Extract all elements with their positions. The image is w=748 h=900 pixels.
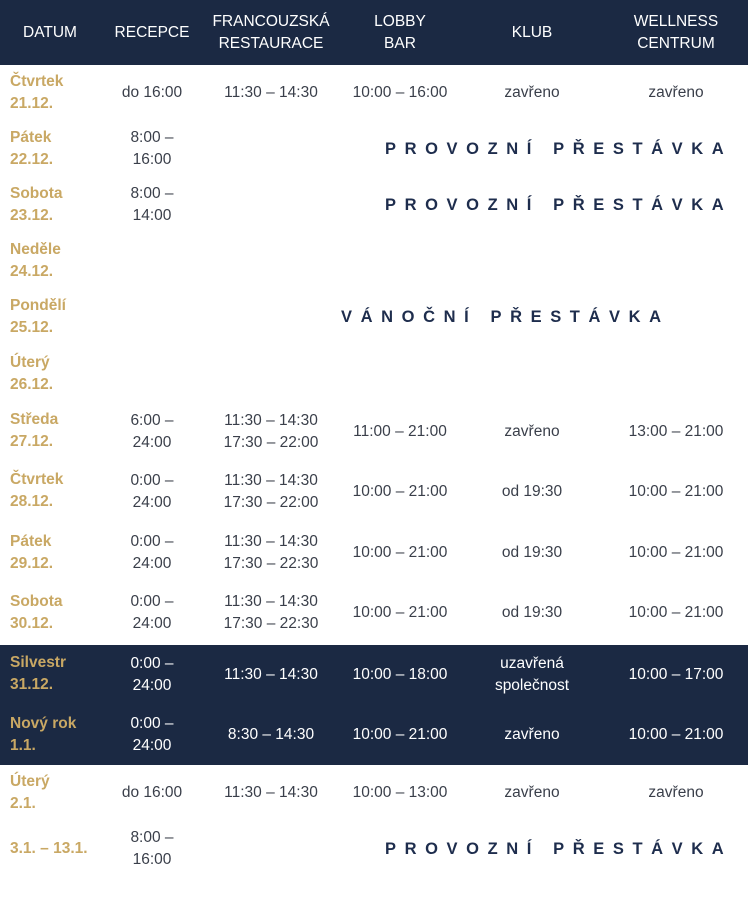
row-klub: zavřeno <box>504 784 560 801</box>
row-recepce: 0:00 – 24:00 <box>130 533 174 572</box>
row-date: Sobota 23.12. <box>10 185 63 224</box>
row-date: Sobota 30.12. <box>10 593 63 632</box>
row-klub: zavřeno <box>504 84 560 101</box>
row-lobby-bar: 10:00 – 21:00 <box>352 483 448 500</box>
row-date: Pondělí 25.12. <box>10 297 66 336</box>
closure-banner: PROVOZNÍ PŘESTÁVKA <box>385 196 733 214</box>
row-wellness: 10:00 – 21:00 <box>628 726 724 743</box>
row-date: Středa 27.12. <box>10 411 59 450</box>
closure-banner: PROVOZNÍ PŘESTÁVKA <box>385 840 733 858</box>
header-recepce: RECEPCE <box>114 23 190 41</box>
row-recepce: 0:00 – 24:00 <box>130 593 174 632</box>
row-wellness: zavřeno <box>648 84 704 101</box>
row-date: Pátek 29.12. <box>10 533 54 572</box>
table-header <box>0 0 748 65</box>
row-restaurace: 11:30 – 14:30 17:30 – 22:30 <box>223 533 319 572</box>
row-recepce: 0:00 – 24:00 <box>130 472 174 511</box>
row-recepce: do 16:00 <box>121 84 183 101</box>
row-date: Úterý 2.1. <box>10 773 50 812</box>
row-lobby-bar: 10:00 – 18:00 <box>352 666 448 683</box>
row-klub: zavřeno <box>504 423 560 440</box>
row-lobby-bar: 10:00 – 21:00 <box>352 604 448 621</box>
row-restaurace: 8:30 – 14:30 <box>227 726 315 743</box>
row-date: Nový rok 1.1. <box>10 715 77 754</box>
header-datum: DATUM <box>23 23 77 41</box>
row-recepce: 0:00 – 24:00 <box>130 655 174 694</box>
row-recepce: 6:00 – 24:00 <box>130 412 174 451</box>
row-wellness: 13:00 – 21:00 <box>628 423 724 440</box>
row-recepce: 8:00 – 16:00 <box>130 129 174 168</box>
row-date: Čtvrtek 21.12. <box>10 73 64 112</box>
row-restaurace: 11:30 – 14:30 17:30 – 22:00 <box>223 472 319 511</box>
header-restaurace: FRANCOUZSKÁ RESTAURACE <box>212 12 330 52</box>
row-lobby-bar: 10:00 – 16:00 <box>352 84 448 101</box>
row-recepce: 8:00 – 14:00 <box>130 185 174 224</box>
header-wellness: WELLNESS CENTRUM <box>633 12 719 52</box>
row-klub: od 19:30 <box>501 544 563 561</box>
row-lobby-bar: 11:00 – 21:00 <box>353 423 447 440</box>
row-date: Čtvrtek 28.12. <box>10 471 64 510</box>
row-wellness: 10:00 – 17:00 <box>628 666 724 683</box>
header-lobby-bar: LOBBY BAR <box>374 12 426 52</box>
closure-banner: PROVOZNÍ PŘESTÁVKA <box>385 140 733 158</box>
row-wellness: 10:00 – 21:00 <box>628 604 724 621</box>
row-recepce: 8:00 – 16:00 <box>130 829 174 868</box>
row-restaurace: 11:30 – 14:30 17:30 – 22:30 <box>223 593 319 632</box>
row-lobby-bar: 10:00 – 13:00 <box>352 784 448 801</box>
row-lobby-bar: 10:00 – 21:00 <box>352 544 448 561</box>
row-date: Úterý 26.12. <box>10 354 54 393</box>
row-recepce: do 16:00 <box>121 784 183 801</box>
row-klub: zavřeno <box>504 726 560 743</box>
christmas-break-banner: VÁNOČNÍ PŘESTÁVKA <box>341 308 670 326</box>
row-wellness: zavřeno <box>648 784 704 801</box>
row-klub: uzavřená společnost <box>494 655 570 694</box>
row-date: Neděle 24.12. <box>10 241 61 280</box>
row-lobby-bar: 10:00 – 21:00 <box>352 726 448 743</box>
row-klub: od 19:30 <box>501 483 563 500</box>
row-date: Silvestr 31.12. <box>10 654 67 693</box>
row-restaurace: 11:30 – 14:30 <box>224 84 318 101</box>
row-klub: od 19:30 <box>501 604 563 621</box>
row-date: 3.1. – 13.1. <box>10 840 88 857</box>
row-restaurace: 11:30 – 14:30 <box>224 666 318 683</box>
row-restaurace: 11:30 – 14:30 17:30 – 22:00 <box>223 412 319 451</box>
header-klub: KLUB <box>511 23 553 41</box>
row-wellness: 10:00 – 21:00 <box>628 544 724 561</box>
row-date: Pátek 22.12. <box>10 129 54 168</box>
row-recepce: 0:00 – 24:00 <box>130 715 174 754</box>
row-wellness: 10:00 – 21:00 <box>628 483 724 500</box>
row-restaurace: 11:30 – 14:30 <box>224 784 318 801</box>
